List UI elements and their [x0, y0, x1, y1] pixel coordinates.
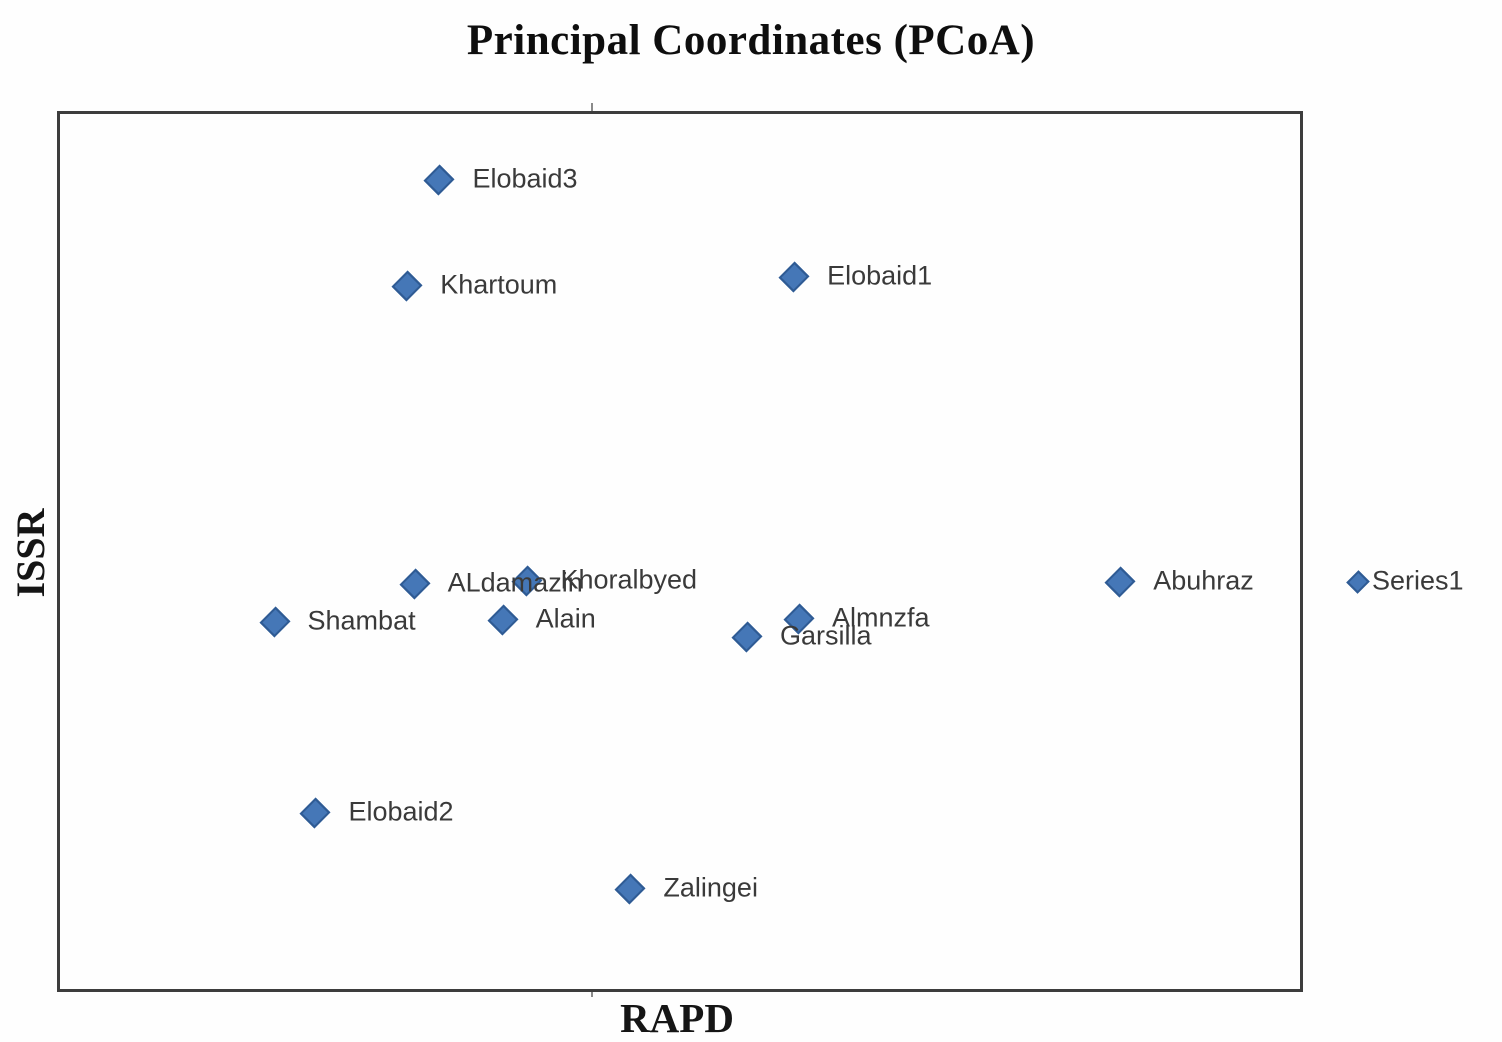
data-point-label: Zalingei — [663, 872, 758, 903]
data-point-marker — [259, 607, 290, 638]
y-axis-title: ISSR — [8, 508, 53, 598]
data-point-label: Elobaid1 — [827, 260, 933, 291]
data-point-label: Almnzfa — [832, 602, 930, 633]
data-point-marker — [779, 261, 810, 292]
data-point-label: Khartoum — [440, 269, 558, 300]
data-point-marker — [392, 271, 423, 302]
data-point-label: Khoralbyed — [560, 564, 698, 595]
data-point-marker — [1105, 567, 1136, 598]
data-point-label: Elobaid2 — [348, 796, 454, 827]
chart-title: Principal Coordinates (PCoA) — [466, 17, 1036, 64]
data-point-marker — [487, 604, 518, 635]
data-point-label: Garsilla — [779, 620, 872, 651]
diamond-icon — [1346, 570, 1370, 594]
data-point-marker — [732, 622, 763, 653]
data-point-marker — [424, 164, 455, 195]
data-point-marker — [615, 874, 646, 905]
legend-label: Series1 — [1372, 565, 1464, 596]
data-point-marker — [300, 798, 331, 829]
data-point-label: Alain — [535, 603, 596, 634]
plot-area — [57, 111, 1303, 992]
data-point-label: Elobaid3 — [472, 162, 578, 193]
data-point-label: Abuhraz — [1153, 565, 1254, 596]
data-point-label: Shambat — [307, 605, 416, 636]
data-point-label: ALdamazin — [447, 567, 583, 598]
x-axis-title: RAPD — [620, 995, 734, 1041]
legend — [1344, 560, 1502, 604]
data-point-marker — [399, 568, 430, 599]
